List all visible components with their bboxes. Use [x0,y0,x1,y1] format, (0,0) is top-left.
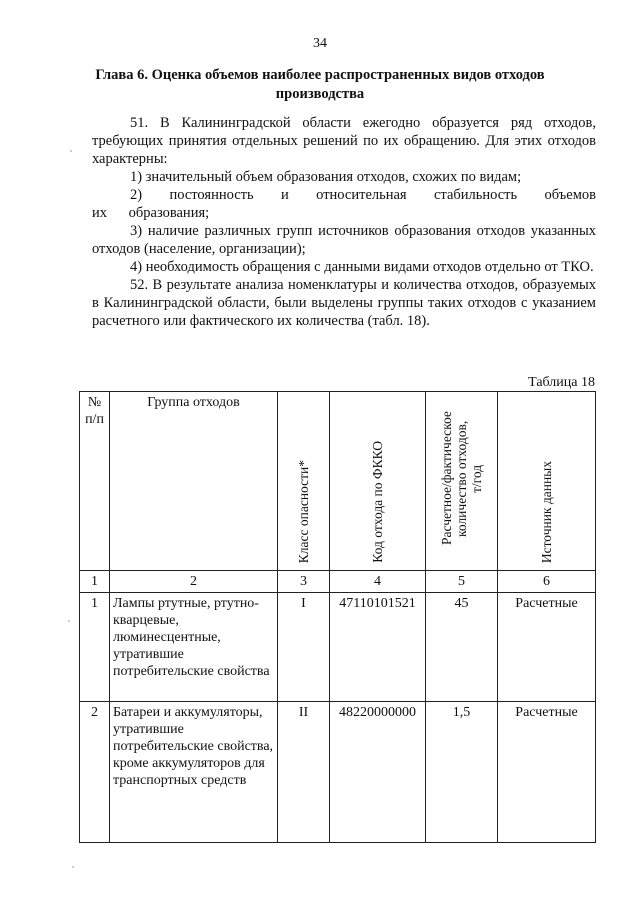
header-amount: Расчетное/фактическое количество отходов, т/год [439,411,484,546]
row-group: Батареи и аккумуляторы, утратившие потребительские свойства, кроме аккумуляторов для транспортных средств [110,702,278,843]
index-cell: 1 [80,571,110,593]
scan-speck [72,866,74,868]
header-num: № п/п [80,392,110,571]
scan-speck [68,620,70,622]
header-source-cell [498,392,596,571]
index-cell: 6 [498,571,596,593]
body-text [92,114,596,330]
header-group: Группа отходов [110,392,278,571]
row-hazard: I [278,593,330,702]
row-code: 48220000000 [330,702,426,843]
table-row [80,702,596,843]
row-code: 47110101521 [330,593,426,702]
list-item-3: 3) наличие различных групп источников образования отходов указанных отходов (население, организации); [92,223,596,257]
index-cell: 4 [330,571,426,593]
paragraph-51-line1: 51. В Калининградской области ежегодно образуется ряд отходов, [130,115,596,131]
row-hazard: II [278,702,330,843]
chapter-title: Глава 6. Оценка объемов наиболее распространенных видов отходов производства [95,67,545,102]
list-item-2: 2) постоянность и относительная стабильность объемов их образования; [92,187,596,221]
waste-table [79,391,596,843]
list-item-1: 1) значительный объем образования отходов, схожих по видам; [130,169,522,185]
index-cell: 2 [110,571,278,593]
scan-speck [70,150,72,152]
header-hazard-cell [278,392,330,571]
page-number: 34 [313,36,327,51]
row-amount: 45 [426,593,498,702]
paragraph-51-rest: требующих принятия отдельных решений по их обращению. Для этих отходов характерны: [92,133,596,167]
index-cell: 3 [278,571,330,593]
header-code: Код отхода по ФККО [370,441,385,563]
row-group: Лампы ртутные, ртутно-кварцевые, люминесцентные, утратившие потребительские свойства [110,593,278,702]
row-amount: 1,5 [426,702,498,843]
row-num: 2 [80,702,110,843]
table-header-row [80,392,596,571]
header-amount-cell [426,392,498,571]
index-cell: 5 [426,571,498,593]
paragraph-52: 52. В результате анализа номенклатуры и количества отходов, образуемых в Калининградской области, были выделены группы таких отходов с указанием расчетного или фактического их количества (табл. 18). [92,277,596,329]
table-caption: Таблица 18 [528,375,595,390]
table-index-row [80,571,596,593]
header-code-cell [330,392,426,571]
row-num: 1 [80,593,110,702]
row-source: Расчетные [498,593,596,702]
row-source: Расчетные [498,702,596,843]
header-hazard: Класс опасности* [296,459,311,563]
list-item-4: 4) необходимость обращения с данными видами отходов отдельно от ТКО. [130,259,594,275]
table-row [80,593,596,702]
header-source: Источник данных [539,460,554,563]
